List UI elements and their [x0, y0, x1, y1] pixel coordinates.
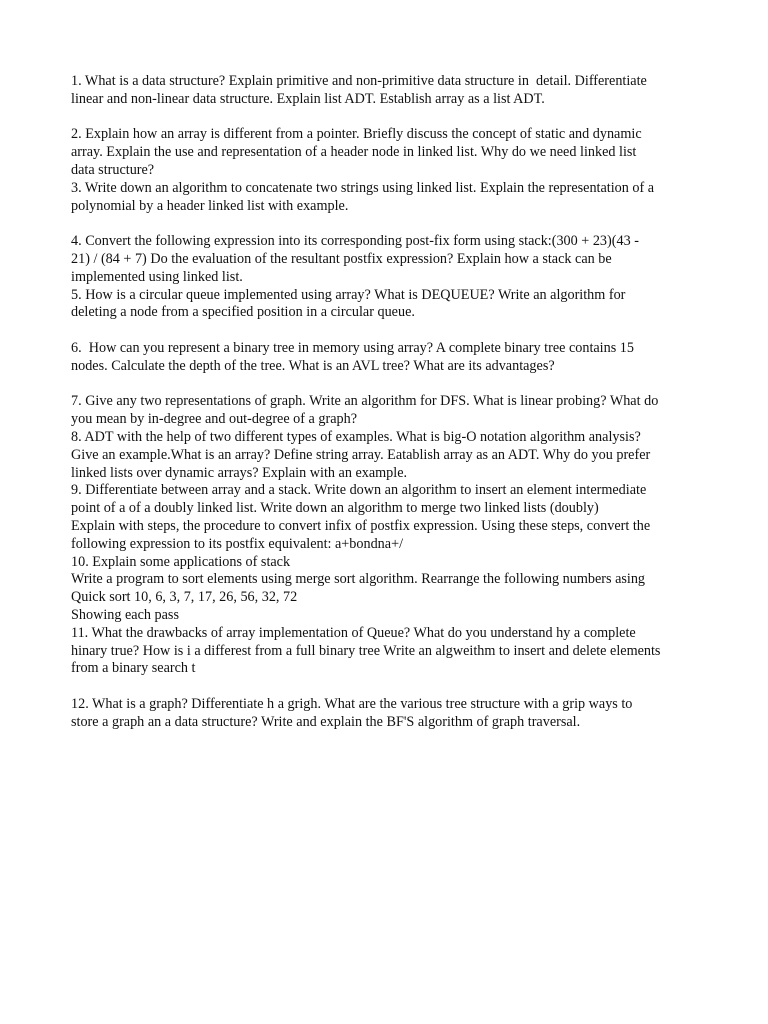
text-line-25: point of a of a doubly linked list. Write down an algorithm to merge two linked lists (doubly) — [71, 500, 599, 517]
text-line-23: linked lists over dynamic arrays? Explain with an example. — [71, 464, 408, 481]
text-line-6: data structure? — [71, 161, 155, 178]
text-line-34: from a binary search t — [71, 660, 196, 677]
text-line-12: implemented using linked list. — [71, 268, 243, 285]
text-line-1: 1. What is a data structure? Explain primitive and non-primitive data structure in detail. Differentiate — [71, 73, 647, 89]
text-line-21: 8. ADT with the help of two different types of examples. What is big-O notation algorithm analysis? — [71, 428, 641, 445]
document-page — [71, 73, 701, 731]
paragraph-gap — [71, 678, 701, 696]
text-line-2: linear and non-linear data structure. Explain list ADT. Establish array as a list ADT. — [71, 90, 545, 107]
text-line-19: 7. Give any two representations of graph. Write an algorithm for DFS. What is linear probing? What do — [71, 393, 659, 410]
paragraph-gap — [71, 376, 701, 394]
text-line-24: 9. Differentiate between array and a stack. Write down an algorithm to insert an element intermediate — [71, 482, 647, 499]
text-line-26: Explain with steps, the procedure to convert infix of postfix expression. Using these steps, convert the — [71, 517, 651, 534]
text-line-14: deleting a node from a specified position in a circular queue. — [71, 304, 415, 321]
text-line-7: 3. Write down an algorithm to concatenate two strings using linked list. Explain the representation of a — [71, 179, 655, 196]
text-line-36: 12. What is a graph? Differentiate h a grigh. What are the various tree structure with a grip ways to — [71, 695, 633, 712]
text-line-32: 11. What the drawbacks of array implementation of Queue? What do you understand hy a complete — [71, 624, 636, 641]
text-line-29: Write a program to sort elements using merge sort algorithm. Rearrange the following numbers asing — [71, 571, 646, 588]
text-line-33: hinary true? How is i a differest from a full binary tree Write an algweithm to insert and delete elements — [71, 642, 661, 659]
text-line-4: 2. Explain how an array is different from a pointer. Briefly discuss the concept of static and dynamic — [71, 126, 642, 143]
text-line-11: 21) / (84 + 7) Do the evaluation of the resultant postfix expression? Explain how a stack can be — [71, 250, 612, 267]
text-line-28: 10. Explain some applications of stack — [71, 553, 291, 570]
text-line-16: 6. How can you represent a binary tree in memory using array? A complete binary tree contains 15 — [71, 339, 634, 356]
text-line-22: Give an example.What is an array? Define string array. Eatablish array as an ADT. Why do you prefer — [71, 446, 651, 463]
text-line-30: Quick sort 10, 6, 3, 7, 17, 26, 56, 32, 72 — [71, 589, 298, 606]
paragraph-gap — [71, 322, 701, 340]
paragraph-gap — [71, 215, 701, 233]
text-line-10: 4. Convert the following expression into its corresponding post-fix form using stack:(300 + 23)(43 - — [71, 233, 639, 250]
text-line-8: polynomial by a header linked list with example. — [71, 197, 349, 214]
text-line-17: nodes. Calculate the depth of the tree. What is an AVL tree? What are its advantages? — [71, 357, 555, 374]
text-line-5: array. Explain the use and representation of a header node in linked list. Why do we need linked list — [71, 144, 637, 161]
paragraph-gap — [71, 109, 701, 127]
text-line-31: Showing each pass — [71, 606, 179, 623]
text-line-27: following expression to its postfix equivalent: a+bondna+/ — [71, 535, 404, 552]
text-line-37: store a graph an a data structure? Write and explain the BF'S algorithm of graph traversal. — [71, 713, 581, 730]
text-line-20: you mean by in-degree and out-degree of a graph? — [71, 411, 357, 428]
text-line-13: 5. How is a circular queue implemented using array? What is DEQUEUE? Write an algorithm for — [71, 286, 626, 303]
